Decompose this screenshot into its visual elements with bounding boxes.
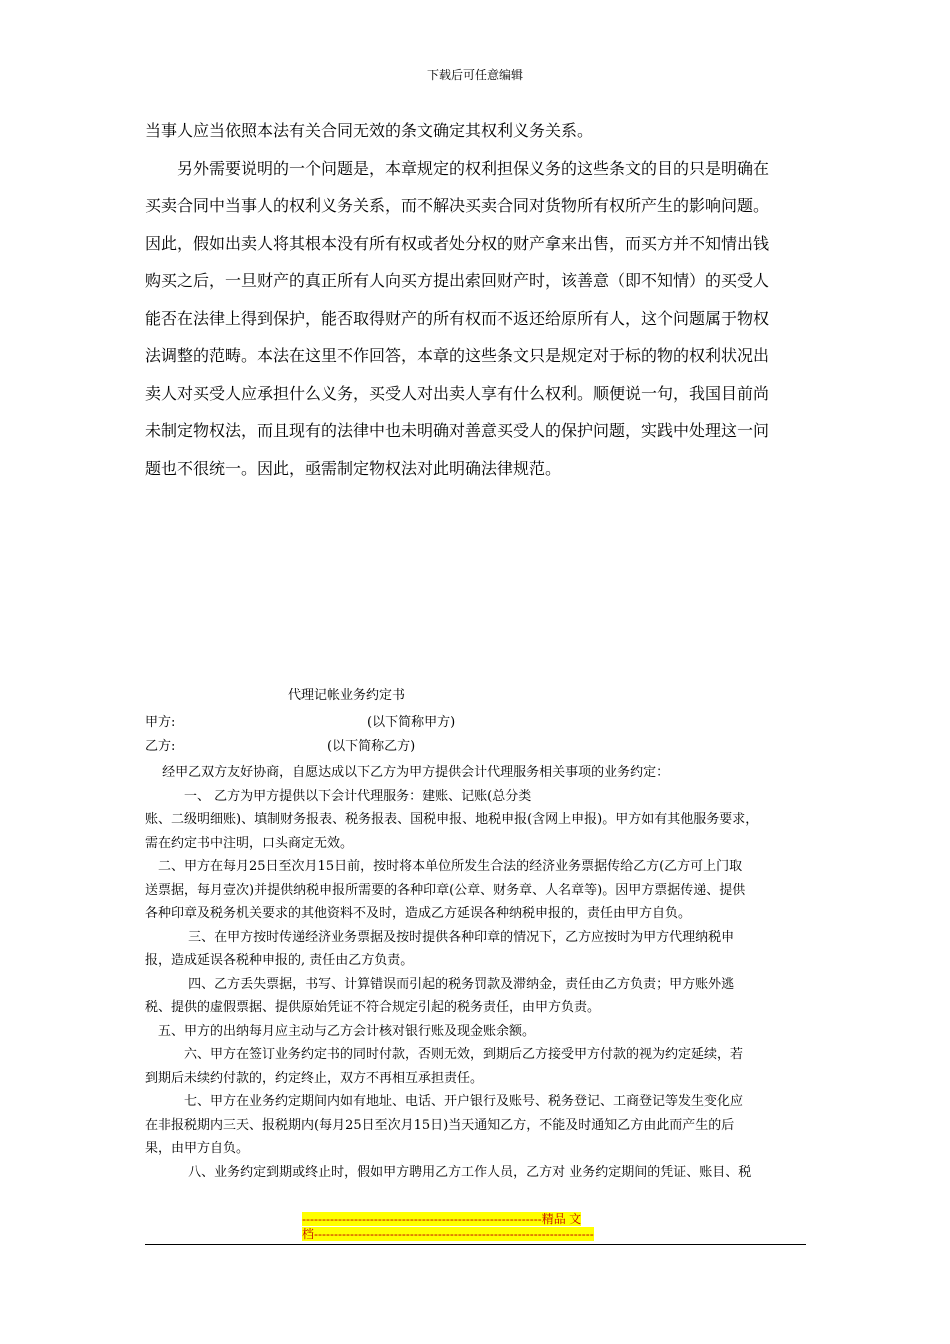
text-line: 在非报税期内三天、报税期内(每月25日至次月15日)当天通知乙方，不能及时通知乙方由此而产生的后 [145, 1117, 735, 1133]
text-line: 法调整的范畴。本法在这里不作回答，本章的这些条文只是规定对于标的物的权利状况出 [145, 346, 770, 365]
text-line: 卖人对买受人应承担什么义务，买受人对出卖人享有什么权利。顺便说一句，我国目前尚 [145, 383, 770, 403]
footer-line-1: ------------------------------------------------------------精品 文 [302, 1212, 582, 1226]
footer-divider [145, 1244, 806, 1245]
text-line: 到期后未续约付款的，约定终止，双方不再相互承担责任。 [145, 1070, 484, 1086]
text-line: 二、甲方在每月25日至次月15日前，按时将本单位所发生合法的经济业务票据传给乙方(乙方可上门取 [145, 859, 743, 874]
text-line: 能否在法律上得到保护，能否取得财产的所有权而不返还给原所有人，这个问题属于物权 [145, 308, 770, 328]
contract-body [145, 761, 813, 1184]
text-line: 经甲乙双方友好协商，自愿达成以下乙方为甲方提供会计代理服务相关事项的业务约定： [145, 765, 670, 780]
text-line: 买卖合同中当事人的权利义务关系，而不解决买卖合同对货物所有权所产生的影响问题。 [145, 196, 770, 215]
contract-title: 代理记帐业务约定书 [288, 688, 406, 703]
party-b-line [145, 735, 813, 759]
text-line: 五、甲方的出纳每月应主动与乙方会计核对银行账及现金账余额。 [145, 1023, 536, 1039]
text-line: 果，由甲方自负。 [145, 1141, 250, 1156]
party-b-label: 乙方: [145, 739, 176, 754]
text-line: 因此，假如出卖人将其根本没有所有权或者处分权的财产拿来出售，而买方并不知情出钱 [145, 233, 770, 253]
text-line: 另外需要说明的一个问题是，本章规定的权利担保义务的这些条文的目的只是明确在 [145, 158, 770, 178]
text-line: 一、 乙方为甲方提供以下会计代理服务：建账、记账(总分类 [145, 788, 532, 804]
text-line: 需在约定书中注明，口头商定无效。 [145, 835, 354, 851]
page-header: 下载后可任意编辑 [426, 68, 523, 82]
text-line: 购买之后，一旦财产的真正所有人向买方提出索回财产时，该善意（即不知情）的买受人 [145, 271, 770, 290]
text-line: 七、甲方在业务约定期间内如有地址、电话、开户银行及账号、税务登记、工商登记等发生变化应 [145, 1094, 744, 1109]
footer-line-2: 档---------------------------------------------------------------------- [302, 1227, 594, 1241]
text-line: 各种印章及税务机关要求的其他资料不及时，造成乙方延误各种纳税申报的，责任由甲方自负。 [145, 906, 692, 921]
text-line: 税、提供的虚假票据、提供原始凭证不符合规定引起的税务责任，由甲方负责。 [145, 1000, 601, 1015]
text-line: 当事人应当依照本法有关合同无效的条文确定其权利义务关系。 [145, 121, 594, 140]
party-a-label: 甲方: [145, 715, 176, 730]
text-line: 三、在甲方按时传递经济业务票据及按时提供各种印章的情况下，乙方应按时为甲方代理纳税申 [145, 929, 735, 945]
party-b-note: (以下简称乙方) [327, 739, 416, 754]
text-line: 报，造成延误各税种申报的, 责任由乙方负责。 [145, 953, 414, 968]
party-a-note: (以下简称甲方) [367, 715, 456, 730]
text-line: 六、甲方在签订业务约定书的同时付款，否则无效，到期后乙方接受甲方付款的视为约定延续，若 [145, 1047, 744, 1062]
text-line: 题也不很统一。因此，亟需制定物权法对此明确法律规范。 [145, 458, 562, 478]
footer-watermark [302, 1212, 662, 1242]
text-line: 四、乙方丢失票据，书写、计算错误而引起的税务罚款及滞纳金，责任由乙方负责；甲方账外逃 [145, 976, 735, 992]
text-line: 未制定物权法，而且现有的法律中也未明确对善意买受人的保护问题，实践中处理这一问 [145, 421, 770, 440]
section1-paragraph [145, 112, 810, 487]
party-a-line [145, 711, 813, 735]
text-line: 送票据，每月壹次)并提供纳税申报所需要的各种印章(公章、财务章、人名章等)。因甲方票据传递、提供 [145, 882, 746, 898]
text-line: 八、业务约定到期或终止时，假如甲方聘用乙方工作人员，乙方对 业务约定期间的凭证、账目、税 [145, 1164, 752, 1180]
text-line: 账、二级明细账)、填制财务报表、税务报表、国税申报、地税申报(含网上申报)。甲方如有其他服务要求， [145, 812, 759, 827]
